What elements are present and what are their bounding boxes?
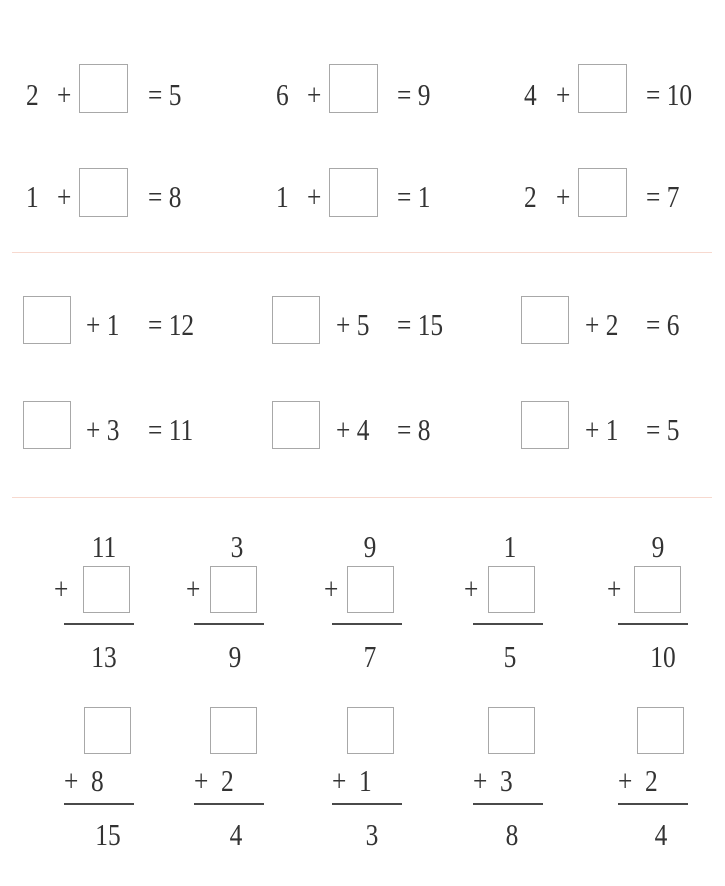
sum-line xyxy=(473,623,543,625)
plus-sign: + xyxy=(57,179,72,214)
result-number: 7 xyxy=(363,639,377,674)
plus-sign: + xyxy=(464,571,479,606)
result-number: 5 xyxy=(503,639,517,674)
answer-box[interactable] xyxy=(578,64,627,113)
sum-line xyxy=(194,623,264,625)
result-number: 8 xyxy=(505,817,519,852)
addend: + 1 xyxy=(86,307,120,342)
addend: + 2 xyxy=(194,763,234,798)
equals-result: = 1 xyxy=(397,179,431,214)
sum-line xyxy=(618,623,688,625)
equals-result: = 15 xyxy=(397,307,444,342)
sum-line xyxy=(332,623,402,625)
sum-line xyxy=(332,803,402,805)
section-divider xyxy=(12,252,712,253)
plus-sign: + xyxy=(324,571,339,606)
answer-box[interactable] xyxy=(347,566,394,613)
result-number: 9 xyxy=(228,639,242,674)
addend: + 2 xyxy=(585,307,619,342)
plus-sign: + xyxy=(54,571,69,606)
sum-line xyxy=(473,803,543,805)
equals-result: = 8 xyxy=(397,412,431,447)
addend: + 3 xyxy=(473,763,513,798)
addend-a: 2 xyxy=(26,77,39,112)
plus-sign: + xyxy=(556,77,571,112)
addend-a: 1 xyxy=(276,179,289,214)
answer-box[interactable] xyxy=(329,168,378,217)
answer-box[interactable] xyxy=(521,296,569,344)
addend-a: 1 xyxy=(26,179,39,214)
plus-sign: + xyxy=(307,77,322,112)
plus-sign: + xyxy=(57,77,72,112)
addend: + 1 xyxy=(332,763,372,798)
answer-box[interactable] xyxy=(637,707,684,754)
equals-result: = 5 xyxy=(646,412,680,447)
addend-a: 4 xyxy=(524,77,537,112)
result-number: 3 xyxy=(365,817,379,852)
equals-result: = 5 xyxy=(148,77,182,112)
plus-sign: + xyxy=(556,179,571,214)
sum-line xyxy=(64,803,134,805)
answer-box[interactable] xyxy=(83,566,130,613)
answer-box[interactable] xyxy=(210,707,257,754)
plus-sign: + xyxy=(307,179,322,214)
section-divider xyxy=(12,497,712,498)
addend: + 1 xyxy=(585,412,619,447)
answer-box[interactable] xyxy=(329,64,378,113)
answer-box[interactable] xyxy=(79,64,128,113)
addend: + 4 xyxy=(336,412,370,447)
equals-result: = 11 xyxy=(148,412,194,447)
answer-box[interactable] xyxy=(23,401,71,449)
sum-line xyxy=(194,803,264,805)
answer-box[interactable] xyxy=(578,168,627,217)
answer-box[interactable] xyxy=(23,296,71,344)
equals-result: = 12 xyxy=(148,307,195,342)
addend: + 2 xyxy=(618,763,658,798)
answer-box[interactable] xyxy=(210,566,257,613)
top-number: 11 xyxy=(91,529,117,564)
top-number: 1 xyxy=(503,529,517,564)
answer-box[interactable] xyxy=(488,566,535,613)
plus-sign: + xyxy=(186,571,201,606)
answer-box[interactable] xyxy=(272,401,320,449)
equals-result: = 7 xyxy=(646,179,680,214)
top-number: 3 xyxy=(230,529,244,564)
answer-box[interactable] xyxy=(634,566,681,613)
answer-box[interactable] xyxy=(521,401,569,449)
addend: + 5 xyxy=(336,307,370,342)
answer-box[interactable] xyxy=(84,707,131,754)
answer-box[interactable] xyxy=(272,296,320,344)
result-number: 15 xyxy=(95,817,121,852)
equals-result: = 6 xyxy=(646,307,680,342)
addend: + 8 xyxy=(64,763,104,798)
sum-line xyxy=(64,623,134,625)
result-number: 13 xyxy=(91,639,117,674)
result-number: 4 xyxy=(229,817,243,852)
addend: + 3 xyxy=(86,412,120,447)
answer-box[interactable] xyxy=(79,168,128,217)
top-number: 9 xyxy=(651,529,665,564)
addend-a: 2 xyxy=(524,179,537,214)
addend-a: 6 xyxy=(276,77,289,112)
result-number: 10 xyxy=(650,639,676,674)
answer-box[interactable] xyxy=(488,707,535,754)
top-number: 9 xyxy=(363,529,377,564)
equals-result: = 9 xyxy=(397,77,431,112)
sum-line xyxy=(618,803,688,805)
equals-result: = 10 xyxy=(646,77,693,112)
plus-sign: + xyxy=(607,571,622,606)
equals-result: = 8 xyxy=(148,179,182,214)
result-number: 4 xyxy=(654,817,668,852)
answer-box[interactable] xyxy=(347,707,394,754)
